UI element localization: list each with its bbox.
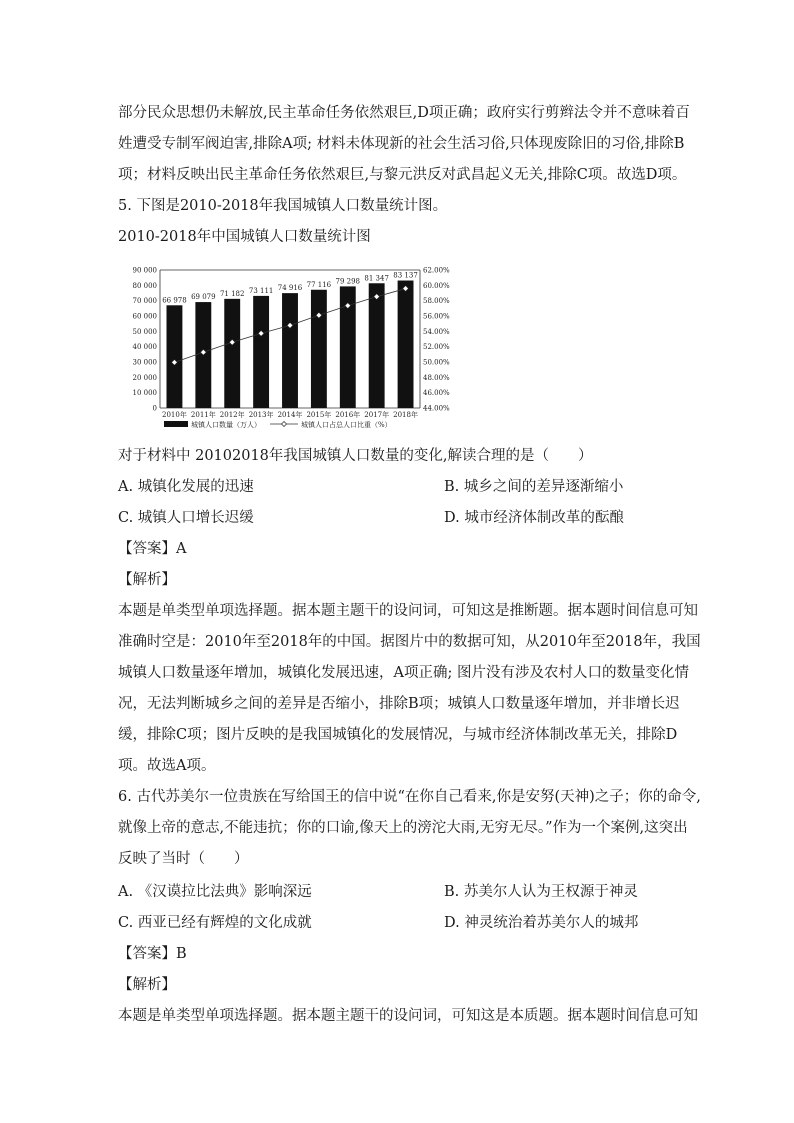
y-right-tick-label: 46.00%	[423, 389, 450, 398]
x-tick-label: 2018年	[393, 411, 418, 419]
y-right-tick-label: 62.00%	[423, 266, 450, 275]
x-tick-label: 2014年	[277, 411, 303, 419]
y-left-tick-label: 70 000	[132, 297, 157, 306]
bar	[253, 296, 269, 408]
figure-title: 2010-2018年中国城镇人口数量统计图	[118, 229, 371, 245]
q6-analysis-label: 【解析】	[118, 977, 176, 993]
y-right-tick-label: 50.00%	[423, 358, 450, 367]
y-right-tick-label: 58.00%	[423, 297, 450, 306]
q5-analysis-line: 项。故选A项。	[118, 758, 216, 774]
chart-svg	[120, 256, 470, 434]
q6-option-b[interactable]: B. 苏美尔人认为王权源于神灵	[444, 884, 638, 900]
bar	[282, 293, 298, 408]
bar-value-label: 73 111	[248, 286, 274, 295]
bar-value-label: 83 137	[393, 271, 418, 280]
y-left-tick-label: 90 000	[132, 266, 157, 275]
q5-option-b[interactable]: B. 城乡之间的差异逐渐缩小	[444, 479, 624, 495]
y-left-tick-label: 0	[152, 404, 157, 413]
x-tick-label: 2011年	[190, 411, 216, 419]
y-left-tick-label: 20 000	[132, 373, 157, 382]
y-left-tick-label: 30 000	[132, 358, 157, 367]
q6-option-a[interactable]: A. 《汉谟拉比法典》影响深远	[118, 884, 312, 900]
q6-option-d[interactable]: D. 神灵统治着苏美尔人的城邦	[444, 915, 639, 931]
bar	[224, 299, 240, 408]
q6-answer: 【答案】B	[118, 946, 187, 962]
x-tick-label: 2013年	[248, 411, 274, 419]
q6-analysis-line: 本题是单类型单项选择题。据本题主题干的设问词，可知这是本质题。据本题时间信息可知	[118, 1008, 698, 1024]
x-tick-label: 2012年	[219, 411, 245, 419]
q5-question: 对于材料中 20102018年我国城镇人口数量的变化,解读合理的是（ ）	[118, 448, 593, 464]
y-right-tick-label: 56.00%	[423, 312, 450, 321]
q5-answer: 【答案】A	[118, 541, 187, 557]
x-tick-label: 2010年	[162, 411, 187, 419]
legend-bar-swatch	[164, 421, 188, 427]
bar-value-label: 74 916	[277, 284, 303, 293]
legend-line-marker	[282, 422, 287, 427]
q5-analysis-line: 本题是单类型单项选择题。据本题主题干的设问词，可知这是推断题。据本题时间信息可知	[118, 603, 698, 619]
q5-stem: 5. 下图是2010-2018年我国城镇人口数量统计图。	[118, 198, 448, 214]
q5-option-d[interactable]: D. 城市经济体制改革的酝酿	[444, 510, 624, 526]
bar	[369, 283, 385, 408]
y-right-tick-label: 52.00%	[423, 343, 450, 352]
bar-value-label: 66 978	[162, 296, 187, 305]
bar	[311, 290, 327, 408]
y-left-tick-label: 10 000	[132, 389, 157, 398]
q5-analysis-line: 缓，排除C项；图片反映的是我国城镇化的发展情况，与城市经济体制改革无关，排除D	[118, 727, 678, 743]
y-left-tick-label: 50 000	[132, 327, 157, 336]
legend-bar-label: 城镇人口数量（万人）	[191, 421, 261, 429]
q5-option-a[interactable]: A. 城镇化发展的迅速	[118, 479, 254, 495]
q6-stem: 6. 古代苏美尔一位贵族在写给国王的信中说“在你自己看来,你是安努(天神)之子；你的命令,	[118, 789, 701, 805]
y-right-tick-label: 44.00%	[423, 404, 450, 413]
x-tick-label: 2017年	[364, 411, 390, 419]
y-left-tick-label: 40 000	[132, 343, 157, 352]
q5-analysis-line: 况，无法判断城乡之间的差异是否缩小，排除B项；城镇人口数量逐年增加，并非增长迟	[118, 696, 680, 712]
bar-value-label: 69 079	[191, 293, 216, 302]
q6-stem: 就像上帝的意志,不能违抗；你的口谕,像天上的滂沱大雨,无穷无尽。”作为一个案例,这突出	[118, 820, 688, 836]
q5-analysis-label: 【解析】	[118, 572, 176, 588]
paragraph-line: 项；材料反映出民主革命任务依然艰巨,与黎元洪反对武昌起义无关,排除C项。故选D项。	[118, 167, 687, 183]
y-right-tick-label: 60.00%	[423, 281, 450, 290]
bar	[167, 305, 183, 408]
bar-value-label: 77 116	[306, 280, 332, 289]
x-tick-label: 2015年	[306, 411, 332, 419]
paragraph-line: 姓遭受专制军阀迫害,排除A项; 材料未体现新的社会生活习俗,只体现废除旧的习俗,排除B	[118, 136, 685, 152]
bar	[398, 281, 414, 408]
paragraph-line: 部分民众思想仍未解放,民主革命任务依然艰巨,D项正确；政府实行剪辫法令并不意味着百	[118, 105, 690, 121]
q5-analysis-line: 准确时空是：2010年至2018年的中国。据图片中的数据可知，从2010年至2018年，我国	[118, 634, 701, 650]
q6-stem: 反映了当时（ ）	[118, 851, 249, 867]
y-right-tick-label: 54.00%	[423, 327, 450, 336]
y-left-tick-label: 60 000	[132, 312, 157, 321]
x-tick-label: 2016年	[335, 411, 361, 419]
legend-line-label: 城镇人口占总人口比重（%）	[301, 421, 392, 429]
q5-option-c[interactable]: C. 城镇人口增长迟缓	[118, 510, 254, 526]
bar-value-label: 79 298	[335, 277, 361, 286]
y-right-tick-label: 48.00%	[423, 373, 450, 382]
y-left-tick-label: 80 000	[132, 281, 157, 290]
q5-analysis-line: 城镇人口数量逐年增加，城镇化发展迅速，A项正确; 图片没有涉及农村人口的数量变化情	[118, 665, 689, 681]
bar-value-label: 71 182	[219, 289, 245, 298]
bar-value-label: 81 347	[364, 274, 389, 283]
q6-option-c[interactable]: C. 西亚已经有辉煌的文化成就	[118, 915, 312, 931]
urban-population-chart	[120, 256, 470, 434]
